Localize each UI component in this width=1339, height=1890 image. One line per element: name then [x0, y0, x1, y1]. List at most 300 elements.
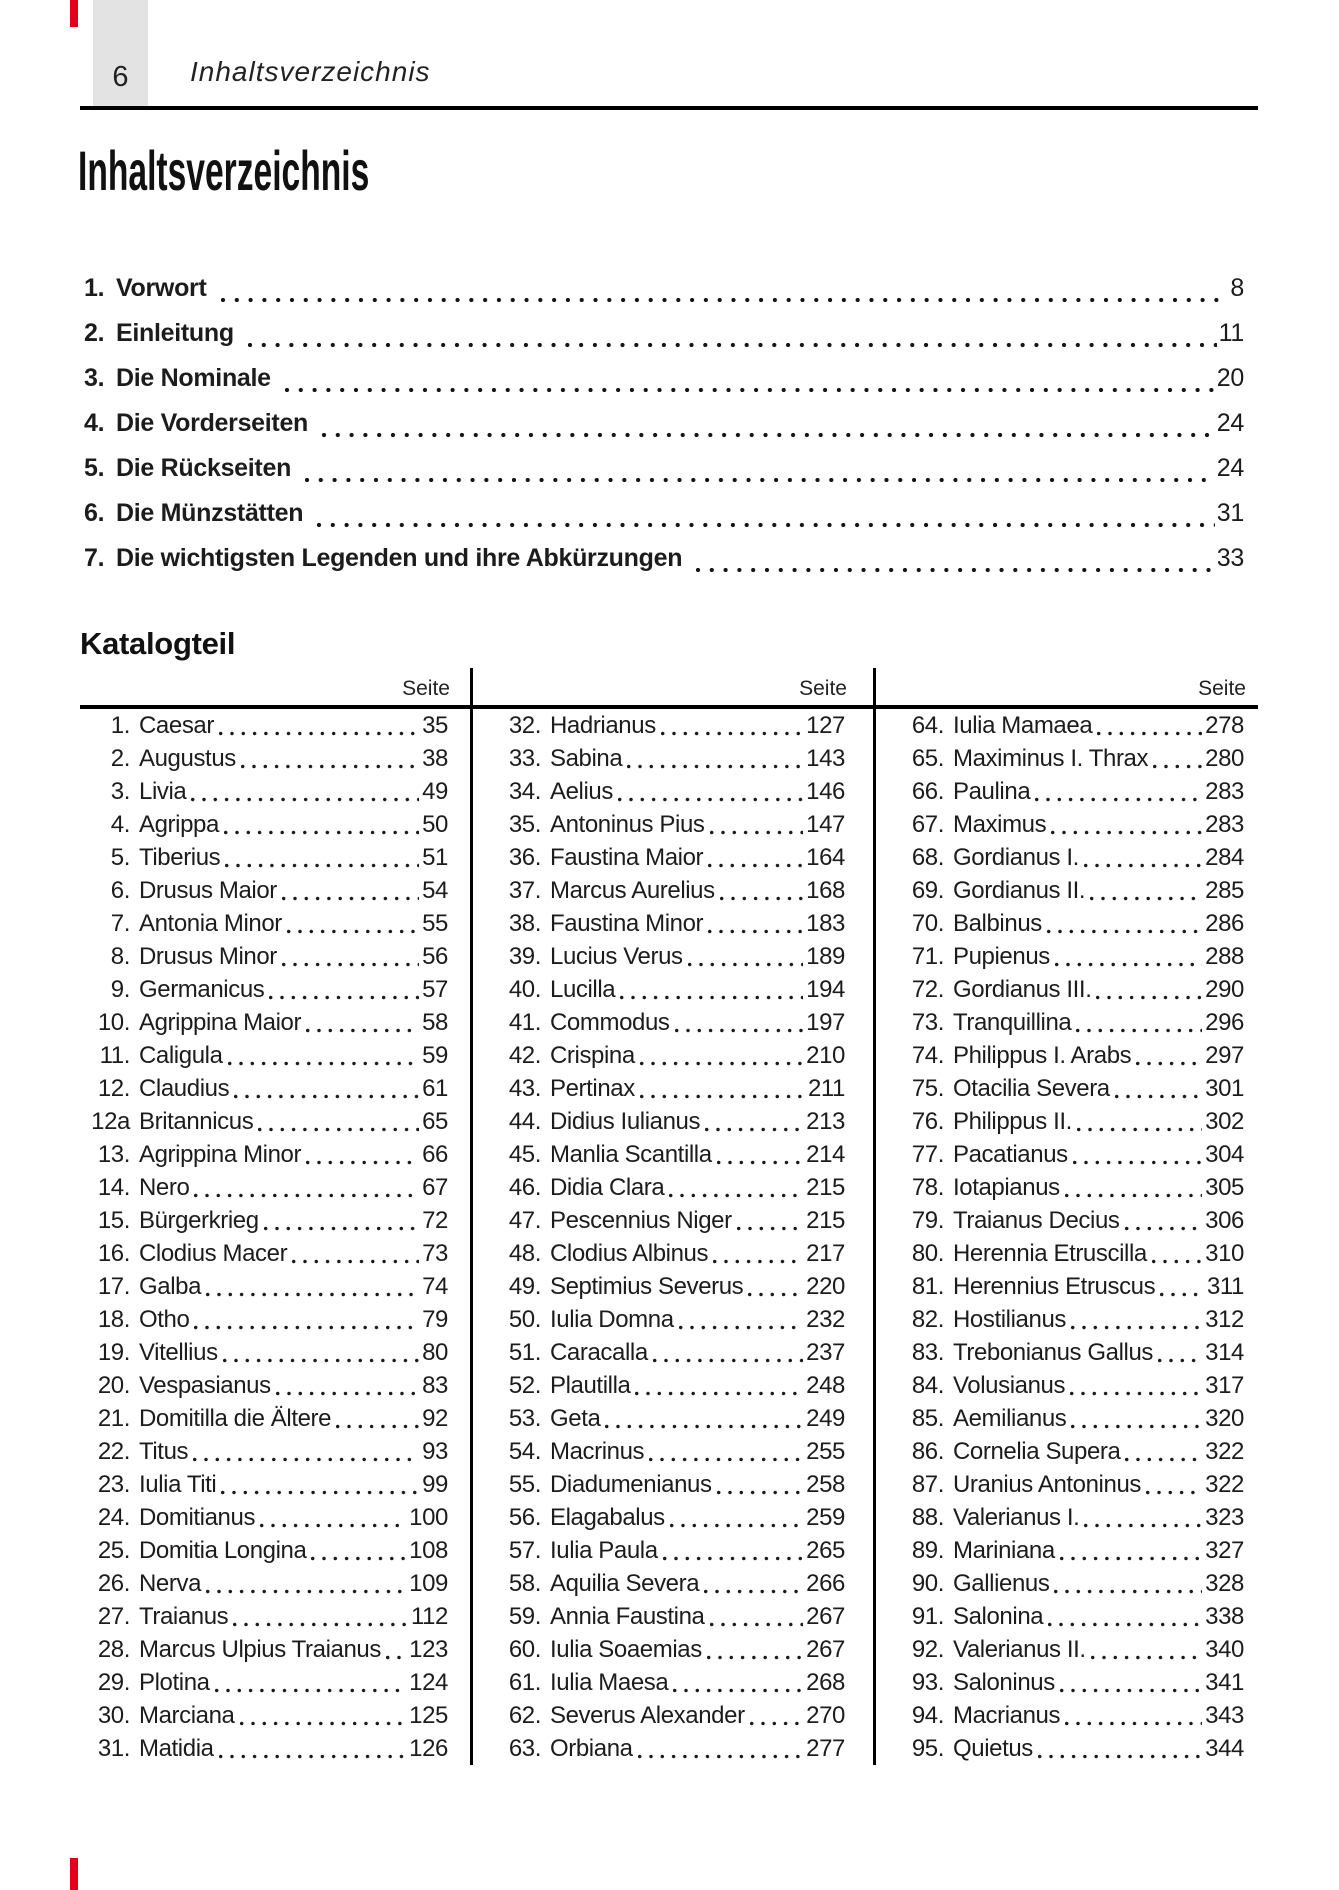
entry-name: Diadumenianus	[550, 1471, 712, 1498]
entry-name: Valerianus I.	[953, 1504, 1080, 1531]
dot-leader	[194, 1325, 419, 1330]
entry-page: 147	[806, 811, 845, 838]
entry-number: 20.	[97, 1372, 130, 1399]
dot-leader	[194, 1193, 419, 1198]
entry-name: Livia	[139, 778, 187, 805]
catalog-entry	[876, 1204, 1258, 1237]
catalog-entry	[473, 1666, 873, 1699]
entry-number: 47.	[508, 1207, 541, 1234]
dot-leader	[1047, 929, 1202, 934]
catalog-entry	[473, 1237, 873, 1270]
entry-name: Aemilianus	[953, 1405, 1067, 1432]
entry-name: Caracalla	[550, 1339, 648, 1366]
entry-number: 1.	[84, 274, 105, 302]
entry-name: Otho	[139, 1306, 190, 1333]
catalog-entry	[473, 1600, 873, 1633]
dot-leader	[292, 1259, 419, 1264]
dot-leader	[1152, 1259, 1202, 1264]
entry-name: Septimius Severus	[550, 1273, 744, 1300]
entry-name: Salonina	[953, 1603, 1044, 1630]
entry-name: Galba	[139, 1273, 202, 1300]
entry-page: 215	[806, 1174, 845, 1201]
catalog-entry	[876, 1105, 1258, 1138]
catalog-entry	[473, 775, 873, 808]
dot-leader	[635, 1391, 803, 1396]
entry-number: 66.	[911, 778, 944, 805]
entry-page: 249	[806, 1405, 845, 1432]
dot-leader	[704, 1589, 803, 1594]
entry-number: 45.	[508, 1141, 541, 1168]
entry-page: 268	[806, 1669, 845, 1696]
catalog-entry	[876, 1534, 1258, 1567]
entry-name: Valerianus II.	[953, 1636, 1086, 1663]
entry-name: Die Rückseiten	[116, 454, 292, 482]
entry-number: 29.	[97, 1669, 130, 1696]
entry-number: 62.	[508, 1702, 541, 1729]
entry-page: 320	[1205, 1405, 1244, 1432]
dot-leader	[221, 297, 1229, 303]
entry-name: Gordianus II.	[953, 877, 1086, 904]
entry-number: 78.	[911, 1174, 944, 1201]
entry-number: 85.	[911, 1405, 944, 1432]
entry-number: 21.	[97, 1405, 130, 1432]
entry-page: 340	[1205, 1636, 1244, 1663]
catalog-entry	[876, 907, 1258, 940]
entry-number: 58.	[508, 1570, 541, 1597]
entry-number: 35.	[508, 811, 541, 838]
entry-name: Hadrianus	[550, 712, 656, 739]
entry-name: Didia Clara	[550, 1174, 665, 1201]
entry-name: Iulia Paula	[550, 1537, 658, 1564]
entry-page: 297	[1205, 1042, 1244, 1069]
entry-name: Gallienus	[953, 1570, 1050, 1597]
entry-page: 306	[1205, 1207, 1244, 1234]
entry-page: 55	[422, 910, 448, 937]
entry-page: 197	[806, 1009, 845, 1036]
catalog-entry	[80, 1501, 470, 1534]
entry-page: 310	[1205, 1240, 1244, 1267]
entry-name: Caesar	[139, 712, 214, 739]
catalog-column-3	[873, 668, 1258, 1765]
entry-page: 284	[1205, 844, 1244, 871]
dot-leader	[717, 1490, 804, 1495]
entry-page: 92	[422, 1405, 448, 1432]
entry-name: Germanicus	[139, 976, 265, 1003]
entry-number: 37.	[508, 877, 541, 904]
dot-leader	[1051, 830, 1202, 835]
entry-number: 88.	[911, 1504, 944, 1531]
catalog-entry	[876, 940, 1258, 973]
entry-number: 51.	[508, 1339, 541, 1366]
entry-name: Vorwort	[116, 274, 207, 302]
dot-leader	[1125, 1457, 1202, 1462]
catalog-entry	[80, 1369, 470, 1402]
catalog-entry	[876, 709, 1258, 742]
entry-number: 55.	[508, 1471, 541, 1498]
entry-name: Plotina	[139, 1669, 210, 1696]
entry-number: 49.	[508, 1273, 541, 1300]
dot-leader	[258, 1127, 419, 1132]
dot-leader	[276, 1391, 419, 1396]
entry-name: Volusianus	[953, 1372, 1066, 1399]
entry-page: 304	[1205, 1141, 1244, 1168]
dot-leader	[638, 1754, 804, 1759]
catalog-entry	[473, 1072, 873, 1105]
seite-column-header	[876, 668, 1258, 709]
entry-name: Tranquillina	[953, 1009, 1072, 1036]
catalog-entry	[473, 973, 873, 1006]
catalog-entry	[80, 742, 470, 775]
entry-page: 112	[410, 1603, 448, 1630]
catalog-entry	[80, 1039, 470, 1072]
entry-name: Annia Faustina	[550, 1603, 705, 1630]
catalog-entry	[80, 1534, 470, 1567]
entry-name: Domitia Longina	[139, 1537, 307, 1564]
dot-leader	[1048, 1622, 1202, 1627]
entry-number: 72.	[911, 976, 944, 1003]
entry-number: 4.	[84, 409, 105, 437]
dot-leader	[679, 1325, 803, 1330]
entry-number: 16.	[97, 1240, 130, 1267]
entry-page: 213	[806, 1108, 845, 1135]
entry-name: Einleitung	[116, 319, 234, 347]
catalog-entry	[473, 1732, 873, 1765]
entry-name: Bürgerkrieg	[139, 1207, 259, 1234]
entry-number: 42.	[508, 1042, 541, 1069]
entry-page: 344	[1205, 1735, 1244, 1762]
entry-name: Macrinus	[550, 1438, 645, 1465]
entry-name: Pertinax	[550, 1075, 635, 1102]
entry-name: Die wichtigsten Legenden und ihre Abkürzungen	[116, 544, 683, 572]
entry-name: Elagabalus	[550, 1504, 665, 1531]
entry-page: 24	[1216, 454, 1244, 482]
seite-label: Seite	[402, 677, 450, 700]
catalog-entry	[80, 1567, 470, 1600]
catalog-entry	[876, 1501, 1258, 1534]
dot-leader	[285, 387, 1215, 393]
catalog-entry	[876, 1237, 1258, 1270]
entry-name: Traianus	[139, 1603, 229, 1630]
entry-number: 13.	[97, 1141, 130, 1168]
entry-number: 89.	[911, 1537, 944, 1564]
dot-leader	[260, 1523, 406, 1528]
entry-name: Aquilia Severa	[550, 1570, 700, 1597]
toc-list	[80, 266, 1258, 581]
entry-name: Clodius Macer	[139, 1240, 288, 1267]
catalog-entry	[80, 1633, 470, 1666]
entry-page: 220	[806, 1273, 845, 1300]
entry-number: 17.	[97, 1273, 130, 1300]
entry-name: Die Nominale	[116, 364, 271, 392]
entry-page: 65	[422, 1108, 448, 1135]
catalog-entry	[473, 1204, 873, 1237]
catalog-rows-1	[80, 709, 470, 1765]
entry-number: 50.	[508, 1306, 541, 1333]
entry-page: 283	[1205, 811, 1244, 838]
dot-leader	[708, 929, 803, 934]
entry-page: 267	[806, 1636, 845, 1663]
dot-leader	[306, 1160, 419, 1165]
catalog-entry	[80, 1699, 470, 1732]
entry-number: 76.	[911, 1108, 944, 1135]
entry-number: 68.	[911, 844, 944, 871]
entry-name: Domitilla die Ältere	[139, 1405, 332, 1432]
dot-leader	[688, 962, 804, 967]
running-head: Inhaltsverzeichnis	[190, 56, 431, 87]
dot-leader	[219, 731, 419, 736]
entry-number: 41.	[508, 1009, 541, 1036]
entry-number: 93.	[911, 1669, 944, 1696]
entry-number: 56.	[508, 1504, 541, 1531]
entry-name: Philippus I. Arabs	[953, 1042, 1132, 1069]
entry-number: 57.	[508, 1537, 541, 1564]
catalog-entry	[473, 1501, 873, 1534]
catalog-entry	[473, 907, 873, 940]
catalog-entry	[473, 742, 873, 775]
toc-item	[80, 401, 1258, 446]
entry-name: Iotapianus	[953, 1174, 1060, 1201]
entry-name: Vespasianus	[139, 1372, 271, 1399]
dot-leader	[1160, 1292, 1204, 1297]
entry-name: Orbiana	[550, 1735, 633, 1762]
catalog-entry	[80, 775, 470, 808]
entry-name: Antoninus Pius	[550, 811, 705, 838]
entry-name: Marciana	[139, 1702, 235, 1729]
entry-number: 12a	[91, 1108, 130, 1135]
entry-page: 302	[1205, 1108, 1244, 1135]
entry-number: 90.	[911, 1570, 944, 1597]
entry-number: 52.	[508, 1372, 541, 1399]
catalog-entry	[473, 1105, 873, 1138]
entry-name: Titus	[139, 1438, 189, 1465]
entry-page: 35	[422, 712, 448, 739]
dot-leader	[336, 1424, 419, 1429]
entry-page: 296	[1205, 1009, 1244, 1036]
entry-name: Iulia Domna	[550, 1306, 674, 1333]
entry-name: Agrippina Minor	[139, 1141, 302, 1168]
entry-number: 84.	[911, 1372, 944, 1399]
dot-leader	[1091, 1655, 1202, 1660]
catalog-entry	[876, 1468, 1258, 1501]
toc-item	[80, 536, 1258, 581]
entry-page: 278	[1205, 712, 1244, 739]
catalog-rows-2	[473, 709, 873, 1765]
entry-number: 54.	[508, 1438, 541, 1465]
entry-name: Lucius Verus	[550, 943, 683, 970]
catalog-entry	[473, 1039, 873, 1072]
entry-page: 343	[1205, 1702, 1244, 1729]
entry-name: Mariniana	[953, 1537, 1055, 1564]
entry-page: 285	[1205, 877, 1244, 904]
catalog-entry	[80, 1435, 470, 1468]
dot-leader	[713, 1259, 803, 1264]
catalog-entry	[80, 1336, 470, 1369]
entry-number: 32.	[508, 712, 541, 739]
dot-leader	[1071, 1325, 1202, 1330]
entry-name: Die Münzstätten	[116, 499, 304, 527]
entry-page: 72	[422, 1207, 448, 1234]
entry-page: 311	[1206, 1273, 1244, 1300]
entry-page: 108	[409, 1537, 448, 1564]
entry-name: Aelius	[550, 778, 613, 805]
dot-leader	[248, 342, 1217, 348]
entry-number: 36.	[508, 844, 541, 871]
catalog-rows-3	[876, 709, 1258, 1765]
entry-name: Geta	[550, 1405, 601, 1432]
entry-number: 12.	[97, 1075, 130, 1102]
catalog-entry	[80, 1468, 470, 1501]
entry-number: 2.	[84, 319, 105, 347]
entry-name: Caligula	[139, 1042, 223, 1069]
entry-page: 265	[806, 1537, 845, 1564]
seite-column-header	[80, 668, 470, 709]
entry-name: Herennius Etruscus	[953, 1273, 1156, 1300]
catalog-entry	[80, 1204, 470, 1237]
catalog-table	[80, 668, 1258, 1765]
entry-page: 237	[806, 1339, 845, 1366]
dot-leader	[640, 1094, 805, 1099]
dot-leader	[1060, 1688, 1202, 1693]
entry-name: Iulia Titi	[139, 1471, 217, 1498]
entry-page: 328	[1205, 1570, 1244, 1597]
dot-leader	[233, 1622, 408, 1627]
dot-leader	[1055, 962, 1202, 967]
catalog-entry	[80, 907, 470, 940]
entry-page: 258	[806, 1471, 845, 1498]
entry-page: 189	[806, 943, 845, 970]
dot-leader	[1035, 797, 1202, 802]
entry-name: Didius Iulianus	[550, 1108, 701, 1135]
entry-page: 232	[806, 1306, 845, 1333]
dot-leader	[306, 1028, 419, 1033]
entry-page: 61	[422, 1075, 448, 1102]
catalog-entry	[80, 1237, 470, 1270]
entry-name: Faustina Minor	[550, 910, 704, 937]
entry-number: 18.	[97, 1306, 130, 1333]
dot-leader	[708, 863, 803, 868]
entry-name: Matidia	[139, 1735, 214, 1762]
seite-label: Seite	[799, 677, 847, 700]
dot-leader	[224, 830, 419, 835]
entry-page: 248	[806, 1372, 845, 1399]
catalog-entry	[876, 1336, 1258, 1369]
catalog-entry	[473, 709, 873, 742]
entry-page: 164	[806, 844, 845, 871]
entry-name: Drusus Minor	[139, 943, 277, 970]
entry-name: Antonia Minor	[139, 910, 282, 937]
entry-name: Augustus	[139, 745, 236, 772]
entry-page: 99	[422, 1471, 448, 1498]
dot-leader	[287, 929, 419, 934]
entry-number: 64.	[911, 712, 944, 739]
entry-page: 283	[1205, 778, 1244, 805]
entry-number: 71.	[911, 943, 944, 970]
entry-name: Tiberius	[139, 844, 221, 871]
dot-leader	[1125, 1226, 1203, 1231]
dot-leader	[737, 1226, 803, 1231]
entry-name: Iulia Maesa	[550, 1669, 669, 1696]
catalog-entry	[80, 1138, 470, 1171]
entry-name: Macrianus	[953, 1702, 1061, 1729]
entry-name: Die Vorderseiten	[116, 409, 309, 437]
entry-name: Iulia Mamaea	[953, 712, 1093, 739]
entry-number: 91.	[911, 1603, 944, 1630]
catalog-column-2	[470, 668, 873, 1765]
dot-leader	[1153, 764, 1202, 769]
dot-leader	[219, 1754, 407, 1759]
entry-number: 40.	[508, 976, 541, 1003]
entry-page: 51	[422, 844, 448, 871]
entry-name: Trebonianus Gallus	[953, 1339, 1154, 1366]
dot-leader	[1115, 1094, 1202, 1099]
entry-number: 53.	[508, 1405, 541, 1432]
entry-number: 82.	[911, 1306, 944, 1333]
dot-leader	[1136, 1061, 1202, 1066]
dot-leader	[223, 1358, 419, 1363]
catalog-entry	[473, 808, 873, 841]
catalog-entry	[876, 1369, 1258, 1402]
dot-leader	[1084, 863, 1202, 868]
entry-page: 73	[422, 1240, 448, 1267]
entry-number: 27.	[97, 1603, 130, 1630]
entry-page: 100	[409, 1504, 448, 1531]
entry-name: Manlia Scantilla	[550, 1141, 712, 1168]
dot-leader	[282, 896, 419, 901]
entry-number: 8.	[110, 943, 130, 970]
entry-page: 24	[1216, 409, 1244, 437]
catalog-entry	[876, 1600, 1258, 1633]
katalogteil-heading: Katalogteil	[80, 626, 236, 661]
dot-leader	[282, 962, 419, 967]
entry-page: 286	[1205, 910, 1244, 937]
catalog-entry	[80, 1666, 470, 1699]
entry-name: Nero	[139, 1174, 190, 1201]
dot-leader	[717, 1160, 803, 1165]
dot-leader	[322, 432, 1215, 438]
dot-leader	[311, 1556, 406, 1561]
catalog-entry	[473, 1699, 873, 1732]
catalog-entry	[80, 874, 470, 907]
entry-page: 322	[1205, 1438, 1244, 1465]
dot-leader	[225, 863, 419, 868]
entry-number: 7.	[110, 910, 130, 937]
entry-number: 30.	[97, 1702, 130, 1729]
entry-page: 74	[422, 1273, 448, 1300]
dot-leader	[1070, 1391, 1202, 1396]
entry-number: 67.	[911, 811, 944, 838]
catalog-entry	[876, 1666, 1258, 1699]
entry-name: Pacatianus	[953, 1141, 1068, 1168]
dot-leader	[1090, 896, 1202, 901]
entry-number: 77.	[911, 1141, 944, 1168]
entry-number: 10.	[97, 1009, 130, 1036]
entry-page: 54	[422, 877, 448, 904]
entry-number: 95.	[911, 1735, 944, 1762]
dot-leader	[206, 1292, 419, 1297]
toc-item	[80, 356, 1258, 401]
entry-page: 66	[422, 1141, 448, 1168]
entry-page: 125	[409, 1702, 448, 1729]
entry-name: Uranius Antoninus	[953, 1471, 1141, 1498]
entry-page: 266	[806, 1570, 845, 1597]
entry-number: 25.	[97, 1537, 130, 1564]
entry-number: 6.	[84, 499, 105, 527]
catalog-entry	[80, 1303, 470, 1336]
catalog-entry	[876, 1699, 1258, 1732]
dot-leader	[1038, 1754, 1202, 1759]
catalog-entry	[80, 1402, 470, 1435]
entry-page: 267	[806, 1603, 845, 1630]
